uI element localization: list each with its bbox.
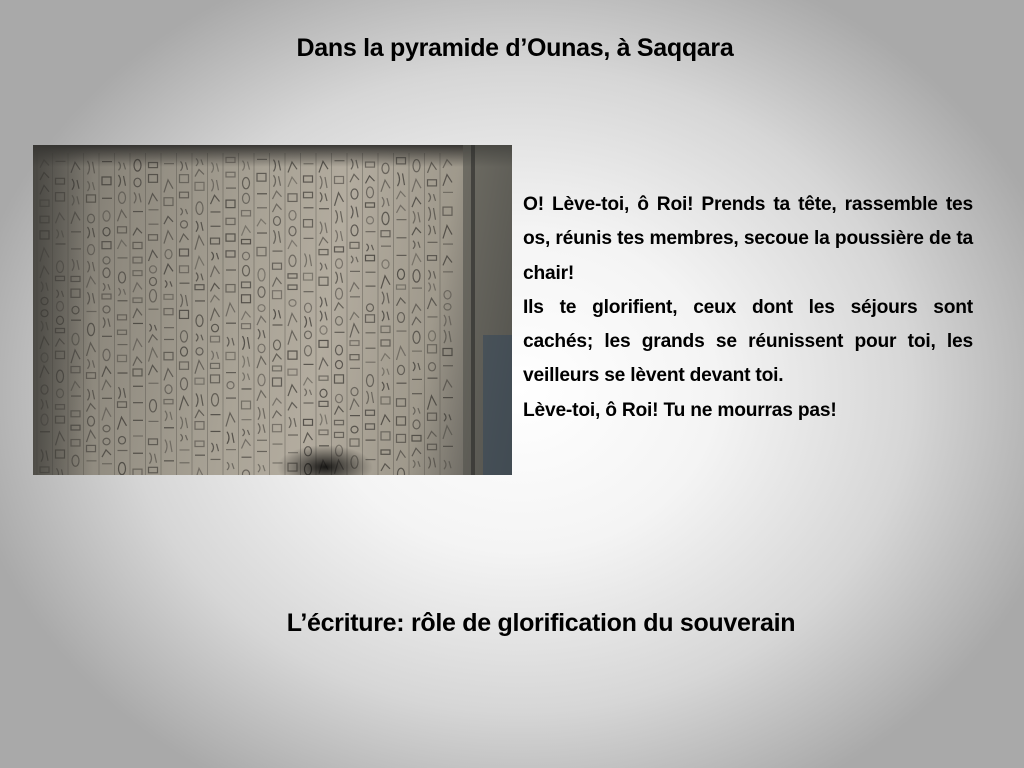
quote-paragraph-2: Ils te glorifient, ceux dont les séjours sont cachés; les grands se réunissent pour toi, les veilleurs se lèvent devant toi. xyxy=(523,296,973,387)
hieroglyph-wall-image xyxy=(33,145,512,475)
hieroglyph-wall-photo xyxy=(33,145,512,475)
slide-subtitle: L’écriture: rôle de glorification du souverain xyxy=(286,609,796,637)
quote-text xyxy=(523,188,973,428)
slide-title: Dans la pyramide d’Ounas, à Saqqara xyxy=(296,34,734,62)
quote-paragraph-3: Lève-toi, ô Roi! Tu ne mourras pas! xyxy=(523,399,837,421)
quote-paragraph-1: O! Lève-toi, ô Roi! Prends ta tête, rassemble tes os, réunis tes membres, secoue la poussière de ta chair! xyxy=(523,194,973,284)
